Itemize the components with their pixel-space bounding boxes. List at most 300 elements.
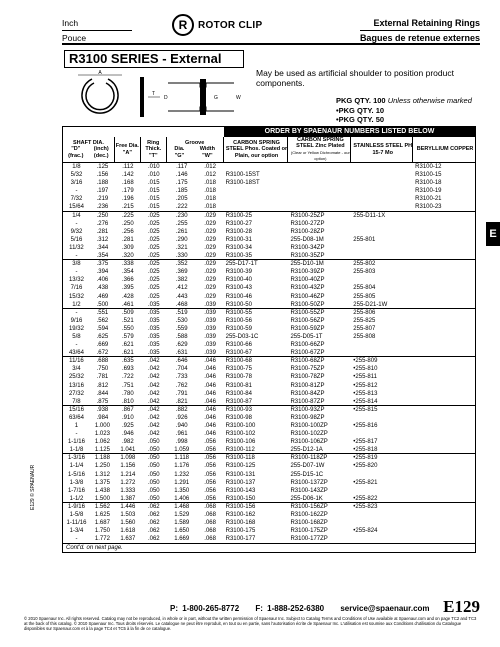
rotor-clip-logo: [172, 14, 262, 36]
cell-carbon-zinc[interactable]: R3100-59ZP: [290, 325, 325, 332]
cell-carbon-phos[interactable]: R3100-28: [225, 228, 252, 235]
cell-shaft-frac: 5/8: [72, 333, 81, 340]
header-divider: [62, 43, 480, 45]
cell-beryllium[interactable]: R3100-23: [415, 204, 442, 211]
cell-carbon-zinc: [288, 179, 351, 187]
table-row: [63, 260, 475, 268]
cell-shaft-dec: 1.687: [94, 520, 110, 527]
table-row: [63, 462, 475, 470]
table-row: [63, 349, 475, 357]
cell-free-dia: .338: [122, 261, 134, 268]
cell-beryllium[interactable]: R3100-15: [415, 172, 442, 179]
cell-free-dia: .621: [122, 350, 134, 357]
unit-label: [62, 16, 132, 45]
cell-groove-width: .012: [204, 164, 216, 170]
cell-shaft-dec: .156: [96, 172, 109, 179]
cell-carbon-zinc[interactable]: R3100-106ZP: [290, 439, 328, 446]
cell-groove-width: .046: [204, 398, 216, 405]
cell-carbon-phos[interactable]: R3100-102: [225, 431, 256, 438]
cell-stainless: [351, 171, 413, 179]
cell-carbon-phos[interactable]: R3100-87: [225, 398, 252, 405]
cell-ring-thick: .042: [147, 358, 160, 365]
cell-stainless: [351, 276, 413, 284]
cell-carbon-phos[interactable]: R3100-27: [225, 220, 252, 227]
cell-carbon-zinc[interactable]: R3100-46ZP: [290, 293, 325, 300]
cell-groove-dia: 1.232: [174, 471, 190, 478]
cell-carbon-phos[interactable]: R3100-56: [225, 317, 252, 324]
cell-stainless: [351, 511, 413, 519]
cell-carbon-zinc[interactable]: 255-D07-1W: [290, 463, 325, 470]
cell-stainless[interactable]: •255-816: [353, 423, 378, 429]
cell-beryllium: [413, 317, 475, 325]
cell-free-dia: .693: [122, 366, 134, 373]
cell-stainless[interactable]: •255-818: [353, 447, 378, 454]
series-title: R3100 SERIES - External: [64, 50, 244, 68]
cell-carbon-zinc[interactable]: R3100-102ZP: [290, 431, 328, 438]
cell-carbon-zinc[interactable]: R3100-118ZP: [290, 455, 328, 462]
cell-stainless: [351, 535, 413, 543]
cell-carbon-zinc[interactable]: 255-D15-1C: [290, 471, 324, 478]
cell-shaft-dec: .688: [96, 358, 109, 365]
cell-carbon-zinc[interactable]: R3100-143ZP: [290, 487, 328, 494]
cell-groove-width: .029: [204, 261, 216, 268]
cell-groove-dia: .629: [175, 342, 188, 349]
cell-shaft-frac: 1-11/16: [66, 520, 87, 527]
cell-groove-dia: 1.350: [174, 487, 190, 494]
cell-shaft-dec: 1.000: [94, 423, 110, 429]
cell-beryllium: [413, 503, 475, 511]
table-row: [63, 317, 475, 325]
cell-shaft-dec: .625: [96, 333, 109, 340]
cell-groove-width: .068: [204, 536, 216, 543]
cell-stainless[interactable]: •255-822: [353, 495, 378, 502]
cell-carbon-phos[interactable]: R3100-35: [225, 253, 252, 260]
cell-groove-width: .018: [204, 204, 216, 211]
cell-groove-dia: 1.291: [174, 479, 190, 486]
cell-beryllium: [413, 268, 475, 276]
cell-beryllium: [413, 454, 475, 462]
cell-carbon-zinc[interactable]: R3100-56ZP: [290, 317, 325, 324]
cell-carbon-phos[interactable]: R3100-66: [225, 342, 252, 349]
cell-stainless[interactable]: •255-809: [353, 358, 378, 365]
table-row: [63, 212, 475, 220]
cell-groove-dia: .222: [175, 204, 188, 211]
cell-beryllium: [413, 293, 475, 301]
table-row: [63, 163, 475, 171]
table-row: [63, 325, 475, 333]
sizing-table: [62, 126, 476, 553]
cell-shaft-frac: 1-7/16: [67, 487, 85, 494]
cell-groove-width: .046: [204, 358, 216, 365]
cell-stainless: [351, 228, 413, 236]
cell-shaft-frac: -: [75, 431, 78, 438]
cell-stainless[interactable]: •255-819: [353, 455, 378, 462]
cell-stainless[interactable]: 255-808: [353, 333, 376, 340]
cell-free-dia: 1.618: [120, 528, 136, 535]
cell-shaft-dec: 1.772: [94, 536, 110, 543]
cell-carbon-zinc[interactable]: R3100-78ZP: [290, 374, 325, 381]
cell-free-dia: .982: [122, 439, 134, 446]
cell-stainless[interactable]: •255-815: [353, 406, 378, 413]
table-row: [63, 228, 475, 236]
cell-stainless[interactable]: 255-801: [353, 236, 376, 243]
cell-groove-dia: 1.589: [174, 520, 190, 527]
cell-carbon-phos[interactable]: R3100-84: [225, 390, 252, 397]
cell-groove-width: .068: [204, 520, 216, 527]
cell-carbon-phos[interactable]: R3100-78: [225, 374, 252, 381]
cell-carbon-zinc[interactable]: R3100-100ZP: [290, 423, 328, 429]
cell-free-dia: .112: [122, 164, 134, 170]
contact-footer: [170, 604, 442, 613]
cell-stainless[interactable]: 255-825: [353, 317, 376, 324]
cell-shaft-frac: 1/8: [72, 164, 81, 170]
cell-carbon-zinc[interactable]: R3100-137ZP: [290, 479, 328, 486]
cell-carbon-zinc[interactable]: R3100-87ZP: [290, 398, 325, 405]
table-row: [63, 479, 475, 487]
cell-carbon-phos[interactable]: R3100-81: [225, 382, 252, 389]
cell-stainless[interactable]: •255-823: [353, 503, 378, 510]
header-carbon-zinc: CARBON SPRING STEEL Zinc Plated (Clear or Yellow Dichromate - our option): [288, 137, 351, 162]
cell-carbon-phos[interactable]: R3100-112: [225, 447, 255, 454]
cell-groove-dia: .255: [175, 220, 188, 227]
table-row: [63, 341, 475, 349]
cell-shaft-frac: 1-1/16: [67, 439, 85, 446]
cell-stainless[interactable]: 255-D11-1X: [353, 212, 386, 219]
cell-shaft-dec: 1.750: [94, 528, 110, 535]
cell-carbon-zinc[interactable]: R3100-84ZP: [290, 390, 325, 397]
cell-carbon-phos[interactable]: R3100-168: [225, 520, 256, 527]
cell-carbon-zinc[interactable]: R3100-25ZP: [290, 212, 325, 219]
cell-groove-width: .056: [204, 487, 216, 494]
table-row: [63, 171, 475, 179]
cell-shaft-frac: -: [75, 188, 78, 195]
cell-free-dia: .946: [122, 431, 134, 438]
cell-free-dia: .215: [122, 204, 134, 211]
cell-carbon-phos[interactable]: R3100-98: [225, 414, 252, 421]
cell-shaft-frac: 3/4: [72, 366, 81, 373]
cell-carbon-phos[interactable]: R3100-68: [225, 358, 252, 365]
cell-stainless[interactable]: 255-802: [353, 261, 376, 268]
package-quantities: [336, 96, 472, 125]
table-row: [63, 244, 475, 252]
cell-carbon-phos[interactable]: R3100-75: [225, 366, 252, 373]
cell-beryllium: [413, 373, 475, 381]
cell-groove-width: .046: [204, 390, 216, 397]
pkg-line: •PKG QTY. 10: [336, 105, 385, 115]
cell-groove-width: .046: [204, 423, 216, 429]
cell-groove-width: .056: [204, 455, 216, 462]
cell-shaft-frac: -: [75, 253, 78, 260]
table-row: [63, 179, 475, 187]
cell-beryllium[interactable]: R3100-18: [415, 180, 442, 187]
cell-groove-dia: .646: [175, 358, 188, 365]
cell-groove-width: .039: [204, 342, 216, 349]
cell-groove-width: .029: [204, 285, 216, 292]
cell-groove-dia: 1.650: [174, 528, 190, 535]
cell-carbon-phos[interactable]: R3100-156: [225, 503, 256, 510]
cell-carbon-phos[interactable]: R3100-18ST: [225, 180, 260, 187]
cell-carbon-phos[interactable]: R3100-43: [225, 285, 252, 292]
cell-stainless[interactable]: •255-812: [353, 382, 378, 389]
cell-groove-width: .029: [204, 277, 216, 284]
cell-groove-dia: .704: [175, 366, 188, 373]
pkg-line: PKG QTY. 100 Unless otherwise marked: [336, 96, 472, 105]
table-row: [63, 414, 475, 422]
cell-groove-dia: .998: [175, 439, 188, 446]
cell-stainless: [351, 341, 413, 349]
cell-groove-width: .029: [204, 220, 216, 227]
cell-groove-width: .029: [204, 293, 216, 300]
cell-carbon-phos[interactable]: R3100-162: [225, 512, 256, 519]
cell-stainless[interactable]: 255-807: [353, 325, 376, 332]
cell-carbon-phos[interactable]: R3100-55: [225, 309, 252, 316]
cell-shaft-dec: 1.625: [94, 512, 110, 519]
cell-beryllium[interactable]: R3100-12: [415, 164, 442, 170]
cell-carbon-zinc[interactable]: R3100-68ZP: [290, 358, 325, 365]
section-title: [360, 16, 480, 45]
cell-groove-dia: .175: [175, 180, 188, 187]
cell-free-dia: .751: [122, 382, 134, 389]
header-groove: Groove Dia. "G" Width "W": [167, 137, 224, 162]
cell-groove-dia: .352: [175, 261, 188, 268]
cell-groove-width: .029: [204, 244, 216, 251]
cell-carbon-phos[interactable]: R3100-125: [225, 463, 256, 470]
cell-beryllium: [413, 471, 475, 479]
cell-stainless[interactable]: •255-824: [353, 528, 378, 535]
cell-groove-width: .056: [204, 439, 216, 446]
cell-ring-thick: .062: [147, 503, 160, 510]
cell-free-dia: 1.333: [120, 487, 136, 494]
cell-carbon-phos[interactable]: R3100-40: [225, 277, 252, 284]
cell-shaft-frac: 3/16: [70, 180, 83, 187]
cell-carbon-phos[interactable]: R3100-100: [225, 423, 256, 429]
cell-stainless[interactable]: •255-810: [353, 366, 378, 373]
cell-groove-dia: .559: [175, 325, 188, 332]
cell-carbon-phos[interactable]: R3100-175: [225, 528, 256, 535]
side-margin-text: E129 © SPAENAUR: [30, 464, 36, 510]
table-row: [63, 454, 475, 462]
cell-carbon-phos[interactable]: 255-D03-1C: [225, 333, 259, 340]
cell-carbon-zinc[interactable]: R3100-66ZP: [290, 342, 325, 349]
table-row: [63, 276, 475, 284]
header-beryllium: BERYLLIUM COPPER: [416, 146, 474, 153]
cell-carbon-zinc[interactable]: R3100-27ZP: [290, 220, 325, 227]
cell-carbon-phos[interactable]: R3100-93: [225, 406, 252, 413]
cell-beryllium: [413, 535, 475, 543]
cell-carbon-phos: [224, 195, 289, 203]
cell-carbon-zinc[interactable]: R3100-93ZP: [290, 406, 325, 413]
cell-beryllium: [413, 309, 475, 317]
header-ring-thick: Ring Thick. "T": [141, 137, 167, 162]
cell-shaft-dec: 1.500: [94, 495, 110, 502]
shaft-groove-view: [168, 79, 234, 115]
cell-shaft-frac: 27/32: [68, 390, 84, 397]
cell-carbon-phos[interactable]: R3100-106: [225, 439, 256, 446]
table-row: [63, 203, 475, 211]
cell-carbon-zinc[interactable]: 255-D12-1A: [290, 447, 323, 454]
cell-carbon-phos[interactable]: R3100-59: [225, 325, 252, 332]
cell-ring-thick: .042: [147, 423, 160, 429]
cell-carbon-zinc[interactable]: R3100-81ZP: [290, 382, 325, 389]
cell-carbon-zinc[interactable]: R3100-156ZP: [290, 503, 328, 510]
cell-shaft-dec: .438: [96, 285, 109, 292]
cell-carbon-phos[interactable]: R3100-34: [225, 244, 252, 251]
cell-shaft-dec: .281: [96, 228, 109, 235]
cell-groove-dia: 1.118: [174, 455, 189, 462]
cell-carbon-zinc[interactable]: R3100-39ZP: [290, 269, 325, 276]
ring-side-view: [140, 77, 144, 117]
cell-carbon-zinc[interactable]: R3100-43ZP: [290, 285, 325, 292]
cell-groove-dia: .230: [175, 212, 188, 219]
cell-shaft-dec: .669: [96, 342, 109, 349]
cell-ring-thick: .050: [147, 447, 160, 454]
cell-free-dia: .780: [122, 390, 134, 397]
cell-carbon-phos[interactable]: R3100-50: [225, 301, 252, 308]
cell-carbon-phos[interactable]: R3100-177: [225, 536, 256, 543]
cell-carbon-zinc[interactable]: R3100-28ZP: [290, 228, 325, 235]
cell-carbon-zinc[interactable]: R3100-162ZP: [290, 512, 328, 519]
cell-stainless: [351, 487, 413, 495]
cell-beryllium: [413, 382, 475, 390]
cell-carbon-zinc[interactable]: 255-D06-1K: [290, 495, 323, 502]
cell-stainless[interactable]: •255-813: [353, 390, 378, 397]
cell-free-dia: 1.503: [120, 512, 136, 519]
cell-free-dia: .196: [122, 196, 134, 203]
cell-beryllium[interactable]: R3100-19: [415, 188, 442, 195]
cell-groove-width: .056: [204, 463, 216, 470]
cell-beryllium[interactable]: R3100-21: [415, 196, 442, 203]
cell-stainless[interactable]: •255-811: [353, 374, 377, 381]
email-link[interactable]: service@spaenaur.com: [340, 604, 430, 613]
cell-carbon-zinc[interactable]: R3100-168ZP: [290, 520, 328, 527]
logo-text: ROTOR CLIP: [198, 19, 263, 31]
cell-shaft-frac: 1-5/16: [67, 471, 85, 478]
cell-carbon-phos[interactable]: R3100-137: [225, 479, 256, 486]
cell-free-dia: .925: [122, 423, 134, 429]
cell-shaft-dec: .197: [96, 188, 109, 195]
cell-carbon-phos[interactable]: R3100-143: [225, 487, 256, 494]
section-tab-e[interactable]: E: [486, 222, 500, 246]
cell-shaft-frac: 1-1/2: [69, 495, 84, 502]
cell-shaft-dec: .394: [96, 269, 109, 276]
cell-shaft-frac: 15/64: [68, 204, 84, 211]
cell-groove-width: .039: [204, 317, 216, 324]
cell-ring-thick: .025: [147, 285, 160, 292]
cell-carbon-phos[interactable]: R3100-118: [225, 455, 255, 462]
cell-free-dia: .250: [122, 220, 134, 227]
cell-ring-thick: .025: [147, 212, 160, 219]
cell-beryllium: [413, 333, 475, 341]
cell-stainless[interactable]: 255-D21-1W: [353, 301, 388, 308]
cell-stainless: [351, 203, 413, 210]
cell-carbon-zinc[interactable]: R3100-55ZP: [290, 309, 325, 316]
cell-beryllium: [413, 462, 475, 470]
cell-stainless[interactable]: •255-814: [353, 398, 378, 405]
cell-carbon-zinc[interactable]: R3100-35ZP: [290, 253, 325, 260]
cell-groove-dia: .369: [175, 269, 188, 276]
cell-carbon-zinc[interactable]: R3100-75ZP: [290, 366, 325, 373]
cell-beryllium: [413, 341, 475, 349]
cell-beryllium: [413, 438, 475, 446]
cell-groove-dia: .205: [175, 196, 188, 203]
cell-carbon-phos[interactable]: R3100-131: [225, 471, 256, 478]
table-row: [63, 365, 475, 373]
cell-carbon-phos[interactable]: R3100-15ST: [225, 172, 260, 179]
cell-carbon-phos[interactable]: R3100-46: [225, 293, 252, 300]
cell-groove-width: .018: [204, 180, 216, 187]
cell-carbon-zinc[interactable]: 255-D08-1M: [290, 236, 324, 243]
cell-free-dia: .168: [122, 180, 134, 187]
cell-shaft-dec: .469: [96, 293, 109, 300]
cell-stainless[interactable]: 255-803: [353, 269, 376, 276]
cell-groove-dia: .290: [175, 236, 188, 243]
cell-carbon-phos[interactable]: R3100-150: [225, 495, 256, 502]
cell-stainless[interactable]: 255-804: [353, 285, 376, 292]
cell-carbon-phos[interactable]: 255-D17-1T: [225, 261, 258, 268]
cell-carbon-zinc[interactable]: R3100-67ZP: [290, 350, 325, 357]
cell-carbon-phos[interactable]: R3100-39: [225, 269, 252, 276]
cell-free-dia: .366: [122, 277, 134, 284]
cell-stainless: [351, 414, 413, 422]
cell-carbon-zinc[interactable]: 255-D05-1T: [290, 333, 323, 340]
cell-shaft-dec: .276: [96, 220, 109, 227]
cell-carbon-zinc[interactable]: R3100-34ZP: [290, 244, 325, 251]
cell-free-dia: .225: [122, 212, 134, 219]
cell-groove-width: .068: [204, 512, 216, 519]
cell-shaft-dec: .562: [96, 317, 109, 324]
cell-stainless[interactable]: 255-805: [353, 293, 376, 300]
cell-beryllium: [413, 252, 475, 259]
cell-stainless[interactable]: •255-821: [353, 479, 378, 486]
cell-shaft-dec: .219: [96, 196, 109, 203]
cell-stainless: [351, 187, 413, 195]
cell-carbon-zinc[interactable]: R3100-40ZP: [290, 277, 325, 284]
phone-number[interactable]: P: 1-800-265-8772: [170, 604, 240, 613]
cell-shaft-dec: .984: [96, 414, 109, 421]
cell-stainless[interactable]: •255-817: [353, 439, 378, 446]
cell-stainless[interactable]: 255-806: [353, 309, 376, 316]
cell-carbon-zinc[interactable]: 255-D10-1M: [290, 261, 324, 268]
cell-shaft-frac: 1/4: [72, 212, 81, 219]
cell-shaft-frac: 1-3/16: [67, 455, 85, 462]
cell-carbon-phos[interactable]: R3100-67: [225, 350, 252, 357]
cell-beryllium: [413, 390, 475, 398]
cell-free-dia: .550: [122, 325, 134, 332]
cell-groove-width: .039: [204, 301, 216, 308]
cell-carbon-phos[interactable]: R3100-25: [225, 212, 252, 219]
cell-free-dia: 1.098: [120, 455, 136, 462]
cell-free-dia: .579: [122, 333, 134, 340]
cell-free-dia: .281: [122, 236, 134, 243]
table-row: [63, 422, 475, 430]
cell-ring-thick: .025: [147, 228, 160, 235]
cell-shaft-dec: .344: [96, 244, 109, 251]
cell-carbon-zinc[interactable]: R3100-98ZP: [290, 414, 325, 421]
cell-carbon-zinc[interactable]: R3100-177ZP: [290, 536, 328, 543]
cell-ring-thick: .050: [147, 487, 160, 494]
dim-d-label: D: [164, 95, 168, 101]
cell-stainless[interactable]: •255-820: [353, 463, 378, 470]
cell-ring-thick: .025: [147, 253, 160, 260]
cell-beryllium: [413, 325, 475, 333]
cell-carbon-phos[interactable]: R3100-31: [225, 236, 252, 243]
table-row: [63, 535, 475, 543]
cell-carbon-zinc: [288, 203, 351, 210]
cell-ring-thick: .042: [147, 382, 160, 389]
cell-carbon-zinc[interactable]: R3100-50ZP: [290, 301, 325, 308]
cell-free-dia: 1.214: [120, 471, 136, 478]
cell-carbon-zinc[interactable]: R3100-175ZP: [290, 528, 328, 535]
